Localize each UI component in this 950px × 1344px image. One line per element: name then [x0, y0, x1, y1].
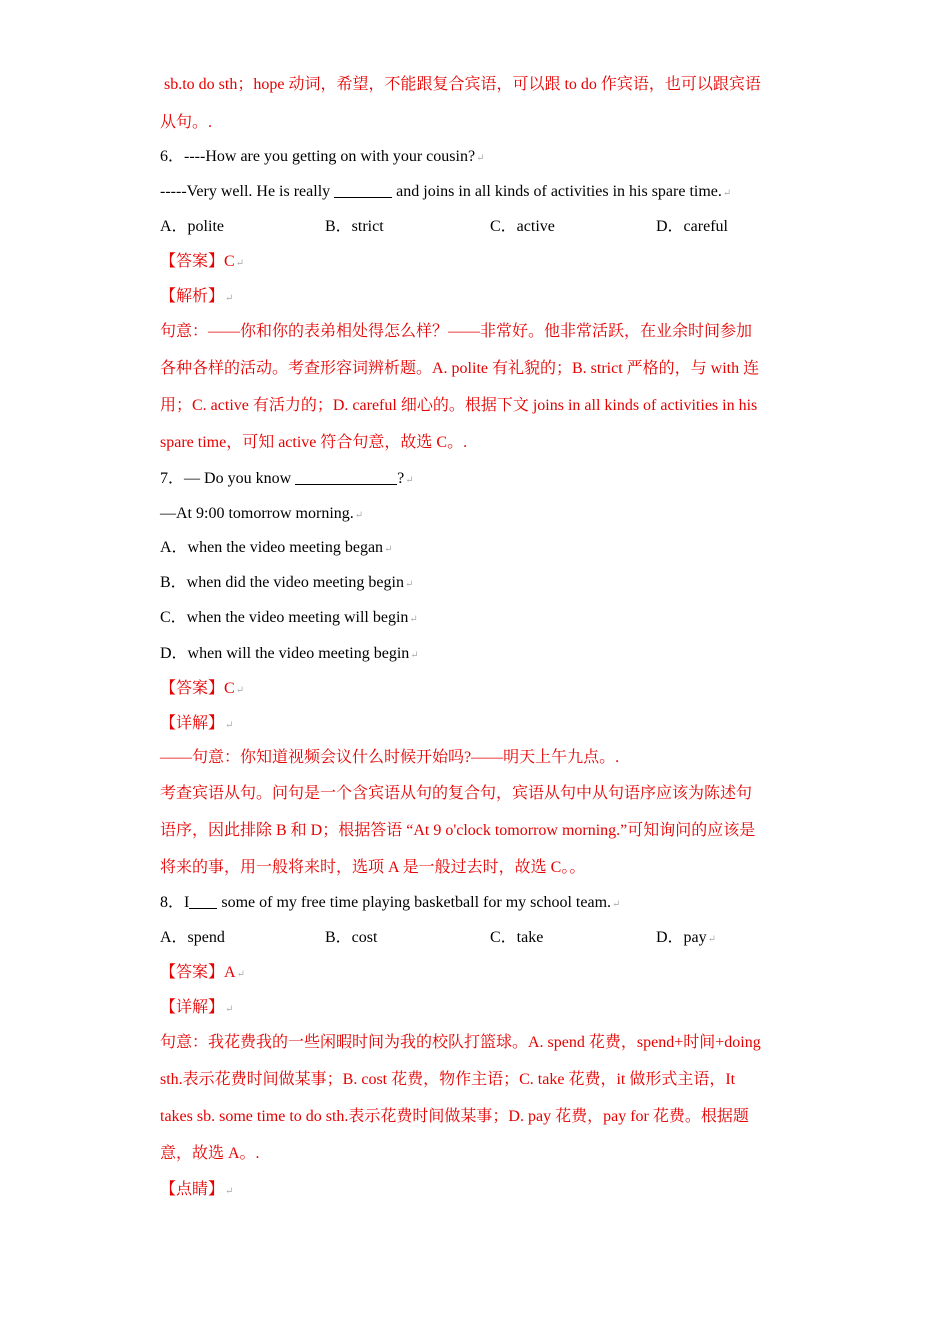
- q6-analysis-label: 【解析】↵: [160, 288, 234, 305]
- q6-option-b: B．strict: [325, 218, 384, 235]
- q7-answer: 【答案】C↵: [160, 680, 245, 697]
- continuation-line-1: sb.to do sth；hope 动词，希望，不能跟复合宾语，可以跟 to do 作宾语，也可以跟宾语: [164, 76, 761, 93]
- q8-analysis-line-1: 句意：我花费我的一些闲暇时间为我的校队打篮球。A. spend 花费，spend+时间+doing: [160, 1034, 761, 1051]
- q7-option-b: B．when did the video meeting begin↵: [160, 574, 414, 591]
- q7-reply: —At 9:00 tomorrow morning.↵: [160, 505, 364, 522]
- q6-answer: 【答案】C↵: [160, 253, 245, 270]
- q7-analysis-line-4: 将来的事，用一般将来时，选项 A 是一般过去时，故选 C。。: [160, 859, 586, 876]
- q7-analysis-line-3: 语序，因此排除 B 和 D；根据答语 “At 9 o'clock tomorrow morning.”可知询问的应该是: [160, 822, 756, 839]
- q8-answer: 【答案】A↵: [160, 964, 245, 981]
- q7-analysis-line-2: 考查宾语从句。问句是一个含宾语从句的复合句，宾语从句中从句语序应该为陈述句: [160, 785, 753, 802]
- q6-option-a: A．polite: [160, 218, 224, 235]
- q8-option-a: A．spend: [160, 929, 225, 946]
- q6-analysis-line-3: 用；C. active 有活力的；D. careful 细心的。根据下文 joins in all kinds of activities in his: [160, 397, 758, 414]
- continuation-line-2: 从句。.: [160, 114, 213, 131]
- q6-option-c: C．active: [490, 218, 555, 235]
- q8-analysis-label: 【详解】↵: [160, 999, 234, 1016]
- q8-analysis-line-3: takes sb. some time to do sth.表示花费时间做某事；D. pay 花费，pay for 花费。根据题: [160, 1108, 749, 1125]
- q8-analysis-line-2: sth.表示花费时间做某事；B. cost 花费，物作主语；C. take 花费，it 做形式主语，It: [160, 1071, 736, 1088]
- q6-analysis-line-2: 各种各样的活动。考查形容词辨析题。A. polite 有礼貌的；B. strict 严格的，与 with 连: [160, 360, 760, 377]
- q6-analysis-line-4: spare time，可知 active 符合句意，故选 C。.: [160, 434, 468, 451]
- q8-analysis-line-4: 意，故选 A。.: [160, 1145, 260, 1162]
- q7-option-c: C．when the video meeting will begin↵: [160, 609, 418, 626]
- q7-analysis-line-1: ——句意：你知道视频会议什么时候开始吗?——明天上午九点。.: [160, 749, 620, 766]
- q7-analysis-label: 【详解】↵: [160, 715, 234, 732]
- q7-stem: 7．— Do you know ?↵: [160, 470, 414, 487]
- q8-tip-label: 【点睛】↵: [160, 1181, 234, 1198]
- q8-blank: [189, 892, 217, 909]
- q8-option-b: B．cost: [325, 929, 378, 946]
- q8-option-d: D．pay↵: [656, 929, 717, 946]
- q6-analysis-line-1: 句意：——你和你的表弟相处得怎么样？——非常好。他非常活跃，在业余时间参加: [160, 323, 753, 340]
- q7-option-a: A．when the video meeting began↵: [160, 539, 393, 556]
- q7-blank: [295, 468, 397, 485]
- q8-stem: 8．I some of my free time playing basketball for my school team.↵: [160, 894, 621, 911]
- q6-reply: -----Very well. He is really and joins in all kinds of activities in his spare time.↵: [160, 183, 732, 200]
- q6-stem: 6．----How are you getting on with your cousin?↵: [160, 148, 485, 165]
- q6-blank: [334, 181, 392, 198]
- q6-option-d: D．careful: [656, 218, 728, 235]
- q7-option-d: D．when will the video meeting begin↵: [160, 645, 419, 662]
- q8-option-c: C．take: [490, 929, 544, 946]
